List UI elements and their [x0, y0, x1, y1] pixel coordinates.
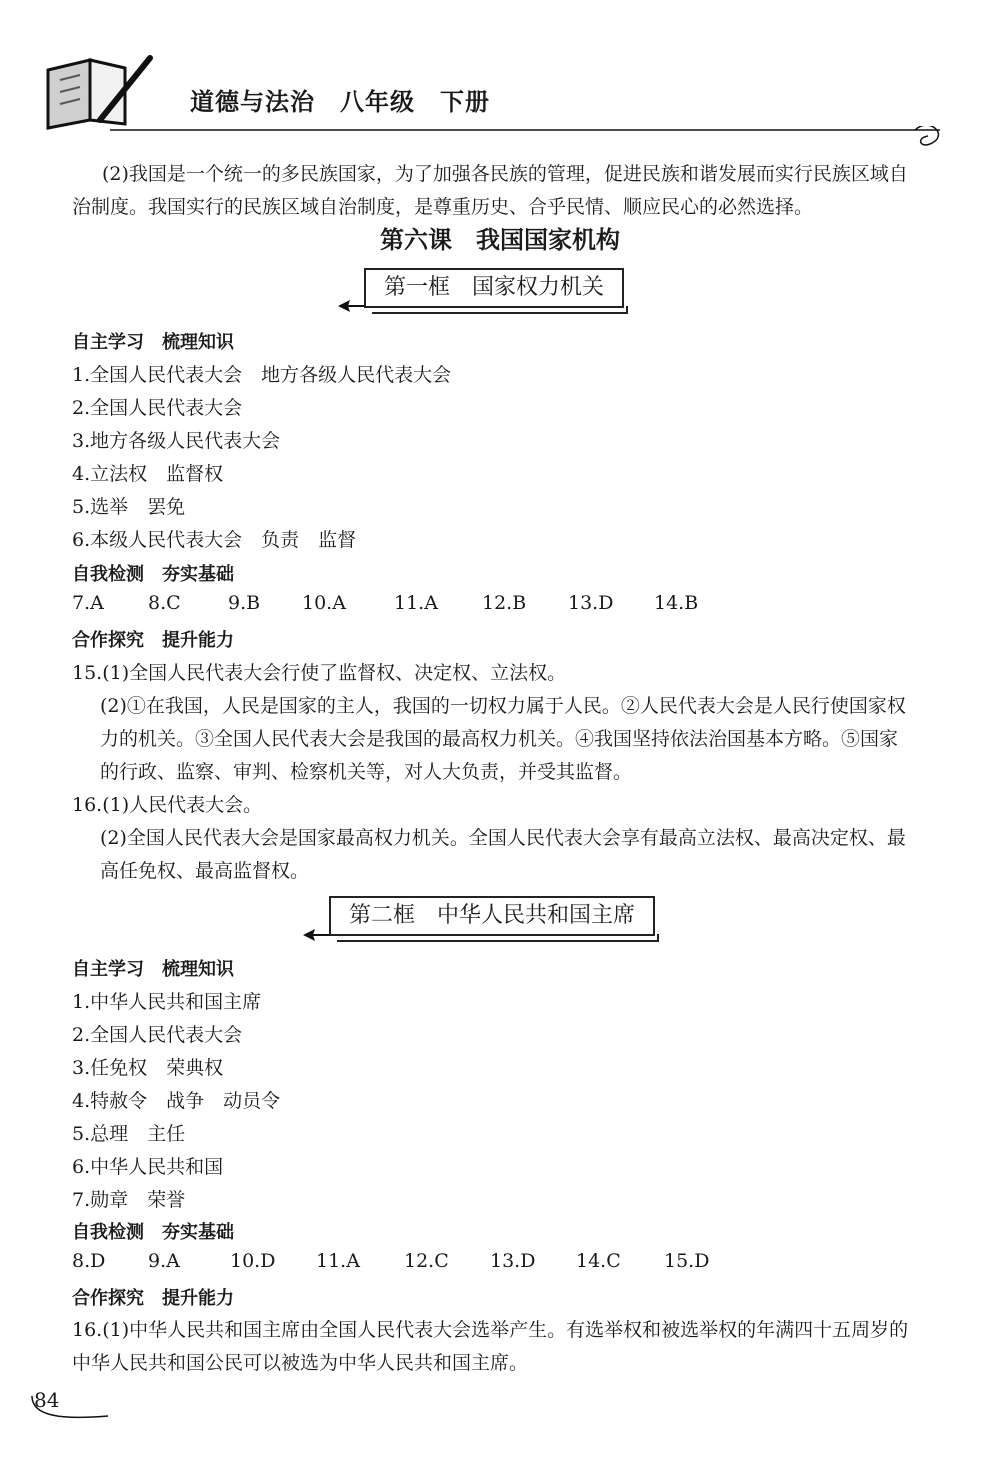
- frame1-check-head: 自我检测 夯实基础: [72, 564, 234, 585]
- header-title: 道德与法治 八年级 下册: [190, 88, 490, 116]
- frame2-q16-part1: 16.(1)中华人民共和国主席由全国人民代表大会选举产生。有选举权和被选举权的年满四十五周岁的中华人民共和国公民可以被选为中华人民共和国主席。: [72, 1319, 909, 1374]
- answer-item: 9.A: [148, 1250, 180, 1272]
- answer-item: 11.A: [316, 1250, 360, 1272]
- answer-item: 14.C: [576, 1250, 621, 1272]
- frame2-study-head: 自主学习 梳理知识: [72, 959, 234, 980]
- list-item: 1.全国人民代表大会 地方各级人民代表大会: [72, 364, 452, 386]
- page-number: 84: [34, 1388, 60, 1412]
- list-item: 6.本级人民代表大会 负责 监督: [72, 529, 357, 551]
- list-item: 3.地方各级人民代表大会: [72, 430, 281, 452]
- list-item: 5.选举 罢免: [72, 496, 186, 518]
- answer-item: 12.B: [482, 592, 527, 614]
- frame1-explore-head: 合作探究 提升能力: [72, 630, 234, 651]
- answer-item: 10.D: [230, 1250, 276, 1272]
- frame1-check-answers: [72, 592, 734, 614]
- list-item: 1.中华人民共和国主席: [72, 991, 262, 1013]
- answer-item: 7.A: [72, 592, 104, 614]
- frame1-q16-part1: 16.(1)人民代表大会。: [72, 794, 263, 816]
- frame1-study-head: 自主学习 梳理知识: [72, 332, 234, 353]
- frame1-q15-part2: (2)①在我国，人民是国家的主人，我国的一切权力属于人民。②人民代表大会是人民行使国家权力的机关。③全国人民代表大会是我国的最高权力机关。④我国坚持依法治国基本方略。⑤国家的行政、监察、审判、检察机关等，对人大负责，并受其监督。: [100, 695, 906, 783]
- lesson-title: 第六课 我国国家机构: [380, 225, 620, 254]
- list-item: 7.勋章 荣誉: [72, 1189, 186, 1211]
- frame2-check-answers: [72, 1250, 744, 1272]
- list-item: 4.立法权 监督权: [72, 463, 224, 485]
- frame2-check-head: 自我检测 夯实基础: [72, 1222, 234, 1243]
- frame1-q15-part1: 15.(1)全国人民代表大会行使了监督权、决定权、立法权。: [72, 662, 567, 684]
- intro-paragraph: (2)我国是一个统一的多民族国家，为了加强各民族的管理，促进民族和谐发展而实行民族区域自治制度。我国实行的民族区域自治制度，是尊重历史、合乎民情、顺应民心的必然选择。: [72, 163, 908, 218]
- page-header: [40, 50, 940, 150]
- list-item: 5.总理 主任: [72, 1123, 186, 1145]
- answer-item: 8.C: [148, 592, 181, 614]
- frame1-title: 第一框 国家权力机关: [364, 268, 624, 308]
- frame1-q16-part2: (2)全国人民代表大会是国家最高权力机关。全国人民代表大会享有最高立法权、最高决定权、最高任免权、最高监督权。: [100, 827, 906, 882]
- answer-item: 12.C: [404, 1250, 449, 1272]
- answer-item: 10.A: [302, 592, 346, 614]
- answer-item: 14.B: [654, 592, 699, 614]
- frame2-title: 第二框 中华人民共和国主席: [329, 896, 655, 936]
- answer-item: 8.D: [72, 1250, 106, 1272]
- book-icon: [40, 50, 160, 130]
- list-item: 4.特赦令 战争 动员令: [72, 1090, 281, 1112]
- answer-item: 11.A: [394, 592, 438, 614]
- answer-item: 15.D: [664, 1250, 710, 1272]
- answer-item: 13.D: [490, 1250, 536, 1272]
- list-item: 6.中华人民共和国: [72, 1156, 224, 1178]
- list-item: 2.全国人民代表大会: [72, 397, 243, 419]
- frame2-explore-head: 合作探究 提升能力: [72, 1288, 234, 1309]
- list-item: 3.任免权 荣典权: [72, 1057, 224, 1079]
- answer-item: 9.B: [228, 592, 261, 614]
- list-item: 2.全国人民代表大会: [72, 1024, 243, 1046]
- answer-item: 13.D: [568, 592, 614, 614]
